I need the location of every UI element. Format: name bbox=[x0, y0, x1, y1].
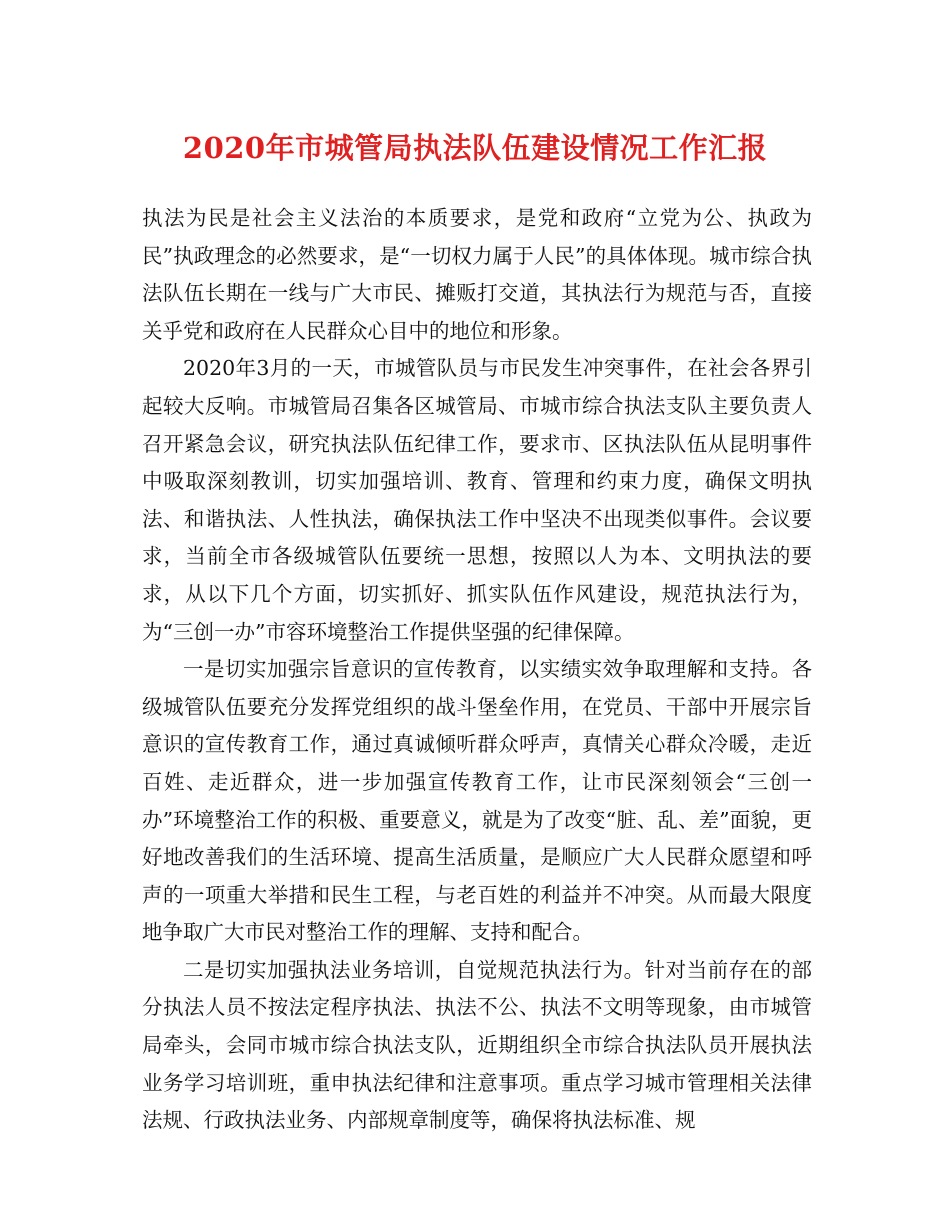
document-body bbox=[142, 200, 812, 1140]
paragraph-1: 执法为民是社会主义法治的本质要求，是党和政府“立党为公、执政为民”执政理念的必然要求，是“一切权力属于人民”的具体体现。城市综合执法队伍长期在一线与广大市民、摊贩打交道，其执法行为规范与否，直接关乎党和政府在人民群众心目中的地位和形象。 bbox=[142, 206, 812, 343]
paragraph-3: 一是切实加强宗旨意识的宣传教育，以实绩实效争取理解和支持。各级城管队伍要充分发挥党组织的战斗堡垒作用，在党员、干部中开展宗旨意识的宣传教育工作，通过真诚倾听群众呼声，真情关心群众冷暖，走近百姓、走近群众，进一步加强宣传教育工作，让市民深刻领会“三创一办”环境整治工作的积极、重要意义，就是为了改变“脏、乱、差”面貌，更好地改善我们的生活环境、提高生活质量，是顺应广大人民群众愿望和呼声的一项重大举措和民生工程，与老百姓的利益并不冲突。从而最大限度地争取广大市民对整治工作的理解、支持和配合。 bbox=[142, 657, 812, 945]
paragraph-4: 二是切实加强执法业务培训，自觉规范执法行为。针对当前存在的部分执法人员不按法定程序执法、执法不公、执法不文明等现象，由市城管局牵头，会同市城市综合执法支队，近期组织全市综合执法队员开展执法业务学习培训班，重申执法纪律和注意事项。重点学习城市管理相关法律法规、行政执法业务、内部规章制度等，确保将执法标准、规 bbox=[142, 957, 812, 1133]
paragraph-2: 2020年3月的一天，市城管队员与市民发生冲突事件，在社会各界引起较大反响。市城管局召集各区城管局、市城市综合执法支队主要负责人召开紧急会议，研究执法队伍纪律工作，要求市、区执法队伍从昆明事件中吸取深刻教训，切实加强培训、教育、管理和约束力度，确保文明执法、和谐执法、人性执法，确保执法工作中坚决不出现类似事件。会议要求，当前全市各级城管队伍要统一思想，按照以人为本、文明执法的要求，从以下几个方面，切实抓好、抓实队伍作风建设，规范执法行为，为“三创一办”市容环境整治工作提供坚强的纪律保障。 bbox=[142, 356, 812, 644]
document-title: 2020年市城管局执法队伍建设情况工作汇报 bbox=[182, 131, 768, 165]
